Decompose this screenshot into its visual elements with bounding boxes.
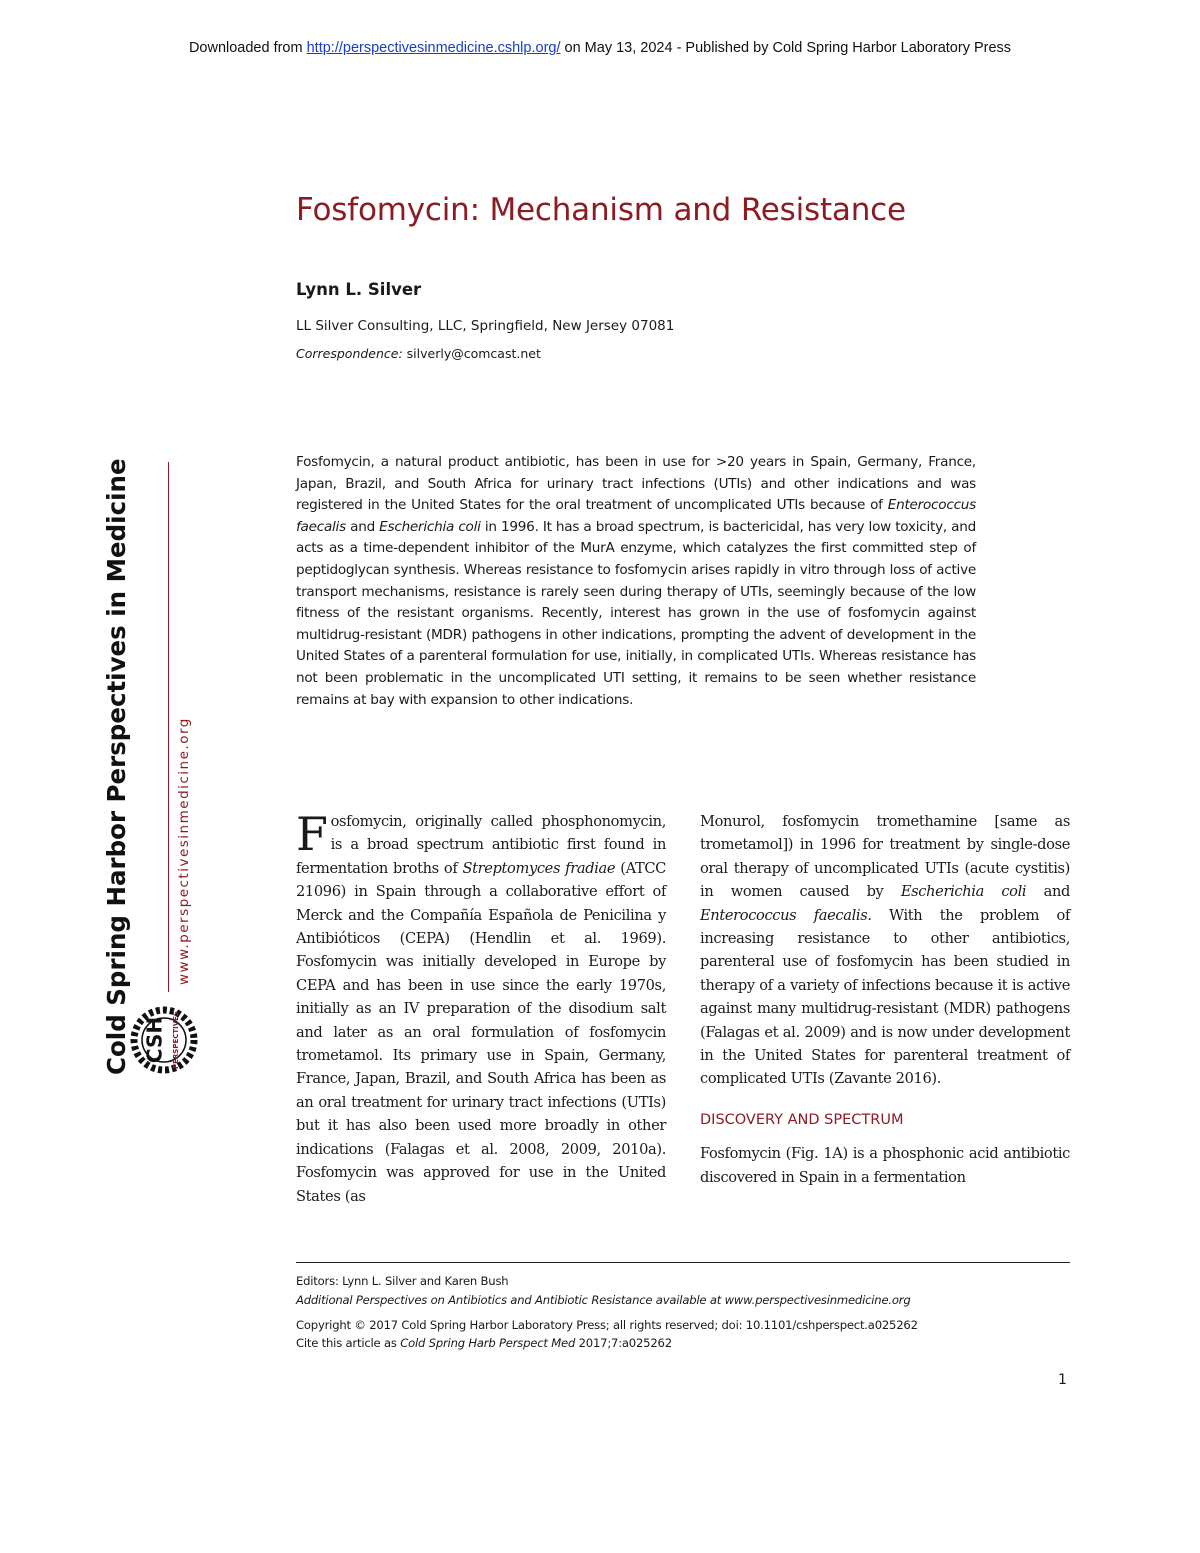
section-heading: DISCOVERY AND SPECTRUM: [700, 1111, 904, 1128]
footer-additional: [296, 1293, 910, 1307]
body-right-and: and: [1026, 883, 1070, 901]
author-name: Lynn L. Silver: [296, 280, 422, 299]
correspondence-email[interactable]: silverly@comcast.net: [402, 346, 541, 361]
download-banner: [0, 40, 1200, 56]
correspondence-label: Correspondence:: [296, 346, 403, 361]
footer-additional-text: Additional Perspectives on Antibiotics and Antibiotic Resistance available at www.perspectivesinmedicine.org: [296, 1293, 911, 1307]
abstract-species-1: Enterococcus faecalis: [296, 497, 976, 535]
body-right-species-1: Escherichia coli: [900, 883, 1027, 901]
footer-cite-prefix: Cite this article as: [296, 1336, 401, 1350]
body-left-text-2: (ATCC 21096) in Spain through a collaborative effort of Merck and the Compañía Española de Penicilina y Antibióticos (CEPA) (Hendlin et al. 1969). Fosfomycin was initially developed in Europe by CEPA and has been in use since the early 1970s, initially as an IV preparation of the disodium salt and later as an oral formulation of fosfomycin trometamol. Its primary use in Spain, Germany, France, Japan, Brazil, and South Africa has been as an oral treatment for urinary tract infections (UTIs) but it has also been used more broadly in other indications (Falagas et al. 2008, 2009, 2010a). Fosfomycin was approved for use in the United States (as: [296, 859, 666, 1205]
sidebar-url[interactable]: www.perspectivesinmedicine.org: [176, 717, 192, 985]
body-column-left: [296, 807, 666, 1208]
download-link[interactable]: http://perspectivesinmedicine.cshlp.org/: [306, 40, 561, 56]
footer-cite: [296, 1336, 672, 1350]
body-right-species-2: Enterococcus faecalis: [700, 906, 868, 924]
drop-cap: F: [296, 807, 328, 861]
abstract: [296, 452, 976, 711]
abstract-species-2: Escherichia coli: [379, 518, 481, 535]
footer-cite-suffix: 2017;7:a025262: [575, 1336, 672, 1350]
logo-text: CSH: [142, 1016, 167, 1064]
sidebar-journal-name: Cold Spring Harbor Perspectives in Medicine: [102, 458, 131, 1075]
logo-subtext: PERSPECTIVES: [172, 1010, 180, 1070]
footer-copyright: Copyright © 2017 Cold Spring Harbor Laboratory Press; all rights reserved; doi: 10.1101/cshperspect.a025262: [296, 1318, 918, 1332]
correspondence: [296, 346, 541, 361]
footer-editors: Editors: Lynn L. Silver and Karen Bush: [296, 1274, 509, 1288]
sidebar-rule: [168, 462, 169, 992]
footer-divider: [296, 1262, 1070, 1263]
footer-cite-journal: Cold Spring Harb Perspect Med: [400, 1336, 576, 1350]
abstract-text-2: in 1996. It has a broad spectrum, is bactericidal, has very low toxicity, and acts as a time-dependent inhibitor of the MurA enzyme, which catalyzes the first committed step of peptidoglycan synthesis. Whereas resistance to fosfomycin arises rapidly in vitro through loss of active transport mechanisms, resistance is rarely seen during therapy of UTIs, seemingly because of the low fitness of the resistant organisms. Recently, interest has grown in the use of fosfomycin against multidrug-resistant (MDR) pathogens in other indications, prompting the advent of development in the United States of a parenteral formulation for use, initially, in complicated UTIs. Whereas resistance has not been problematic in the uncomplicated UTI setting, it remains to be seen whether resistance remains at bay with expansion to other indications.: [296, 518, 976, 708]
body-right-text-1: Monurol, fosfomycin tromethamine [same as trometamol]) in 1996 for treatment by single-dose oral therapy of uncomplicated UTIs (acute cystitis) in women caused by: [700, 813, 1070, 901]
body-right-text-3: Fosfomycin (Fig. 1A) is a phosphonic acid antibiotic discovered in Spain in a fermentation: [700, 1145, 1070, 1186]
csh-perspectives-logo-icon: [126, 998, 202, 1082]
body-right-text-2: . With the problem of increasing resistance to other antibiotics, parenteral use of fosfomycin has been studied in therapy of a variety of infections because it is active against many multidrug-resistant (MDR) pathogens (Falagas et al. 2009) and is now under development in the United States for parenteral treatment of complicated UTIs (Zavante 2016).: [700, 906, 1070, 1088]
author-affiliation: LL Silver Consulting, LLC, Springfield, New Jersey 07081: [296, 318, 675, 334]
abstract-text-1: Fosfomycin, a natural product antibiotic, has been in use for >20 years in Spain, Germany, France, Japan, Brazil, and South Africa for urinary tract infections (UTIs) and other indications and was registered in the United States for the oral treatment of uncomplicated UTIs because of: [296, 454, 976, 514]
download-prefix: Downloaded from: [188, 40, 307, 56]
download-suffix: on May 13, 2024 - Published by Cold Spring Harbor Laboratory Press: [560, 40, 1012, 56]
body-left-text-1: osfomycin, originally called phosphonomycin, is a broad spectrum antibiotic first found in fermentation broths of: [296, 813, 666, 877]
article-title: Fosfomycin: Mechanism and Resistance: [296, 192, 906, 228]
abstract-and: and: [345, 518, 380, 535]
body-left-species: Streptomyces fradiae: [462, 859, 616, 877]
page-number: 1: [1058, 1372, 1067, 1388]
body-column-right: [700, 810, 1070, 1189]
